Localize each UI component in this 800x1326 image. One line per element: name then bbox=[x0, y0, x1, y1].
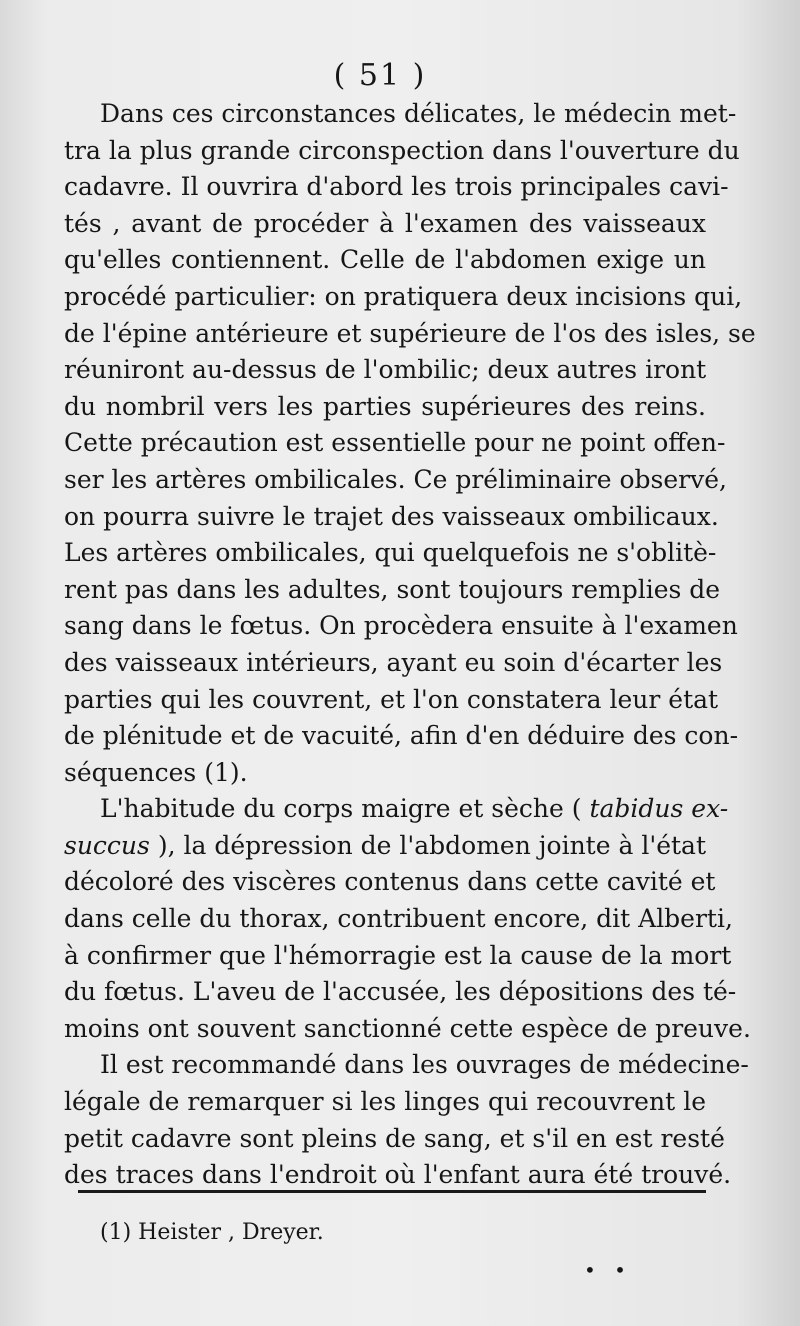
text-line: ser les artères ombilicales. Ce préliminaire observé, bbox=[64, 464, 727, 494]
text-line: tés , avant de procéder à l'examen des vaisseaux bbox=[64, 208, 706, 238]
text-line: cadavre. Il ouvrira d'abord les trois principales cavi- bbox=[64, 172, 729, 202]
text-line: du fœtus. L'aveu de l'accusée, les dépositions des té- bbox=[64, 977, 737, 1007]
text-line: de plénitude et de vacuité, afin d'en déduire des con- bbox=[64, 721, 739, 751]
text-line: à confirmer que l'hémorragie est la cause de la mort bbox=[64, 940, 732, 970]
text-line: décoloré des viscères contenus dans cette cavité et bbox=[64, 867, 716, 897]
text-line: des vaisseaux intérieurs, ayant eu soin d'écarter les bbox=[64, 647, 723, 677]
paragraph-1 bbox=[64, 96, 756, 791]
text-line: des traces dans l'endroit où l'enfant aura été trouvé. bbox=[64, 1160, 732, 1190]
text-segment: ), la dépression de l'abdomen jointe à l'état bbox=[149, 830, 706, 860]
paragraph-3 bbox=[64, 1047, 749, 1193]
text-line: Cette précaution est essentielle pour ne point offen- bbox=[64, 428, 726, 458]
text-line bbox=[64, 791, 729, 828]
page-number: ( 51 ) bbox=[333, 58, 427, 93]
latin-term: succus bbox=[64, 830, 150, 860]
text-line: sang dans le fœtus. On procèdera ensuite à l'examen bbox=[64, 611, 738, 641]
text-line: procédé particulier: on pratiquera deux incisions qui, bbox=[64, 281, 743, 311]
text-line: Les artères ombilicales, qui quelquefois ne s'oblitè- bbox=[64, 538, 717, 568]
text-line: dans celle du thorax, contribuent encore, dit Alberti, bbox=[64, 904, 733, 934]
text-line: qu'elles contiennent. Celle de l'abdomen exige un bbox=[64, 245, 706, 275]
text-line: moins ont souvent sanctionné cette espèce de preuve. bbox=[64, 1013, 751, 1043]
text-line: séquences (1). bbox=[64, 757, 248, 787]
text-segment: L'habitude du corps maigre et sèche ( bbox=[100, 794, 590, 824]
footnote: (1) Heister , Dreyer. bbox=[100, 1220, 324, 1245]
text-line: Dans ces circonstances délicates, le médecin met- bbox=[100, 99, 737, 128]
text-line: de l'épine antérieure et supérieure de l'os des isles, se bbox=[64, 318, 756, 348]
text-line: du nombril vers les parties supérieures des reins. bbox=[64, 391, 706, 421]
latin-term: tabidus ex- bbox=[589, 794, 729, 824]
text-line bbox=[64, 828, 706, 865]
body-text bbox=[64, 96, 756, 1194]
text-line: on pourra suivre le trajet des vaisseaux ombilicaux. bbox=[64, 501, 719, 531]
paragraph-2 bbox=[64, 791, 751, 1047]
text-line: rent pas dans les adultes, sont toujours remplies de bbox=[64, 574, 721, 604]
text-line: petit cadavre sont pleins de sang, et s'il en est resté bbox=[64, 1123, 725, 1153]
text-line: parties qui les couvrent, et l'on constatera leur état bbox=[64, 684, 719, 714]
text-line: légale de remarquer si les linges qui recouvrent le bbox=[64, 1087, 706, 1117]
signature-mark: • • bbox=[584, 1258, 632, 1282]
text-line: Il est recommandé dans les ouvrages de médecine- bbox=[100, 1050, 749, 1080]
text-line: réuniront au-dessus de l'ombilic; deux autres iront bbox=[64, 355, 707, 385]
text-line: tra la plus grande circonspection dans l'ouverture du bbox=[64, 135, 740, 165]
footnote-rule bbox=[78, 1190, 706, 1193]
